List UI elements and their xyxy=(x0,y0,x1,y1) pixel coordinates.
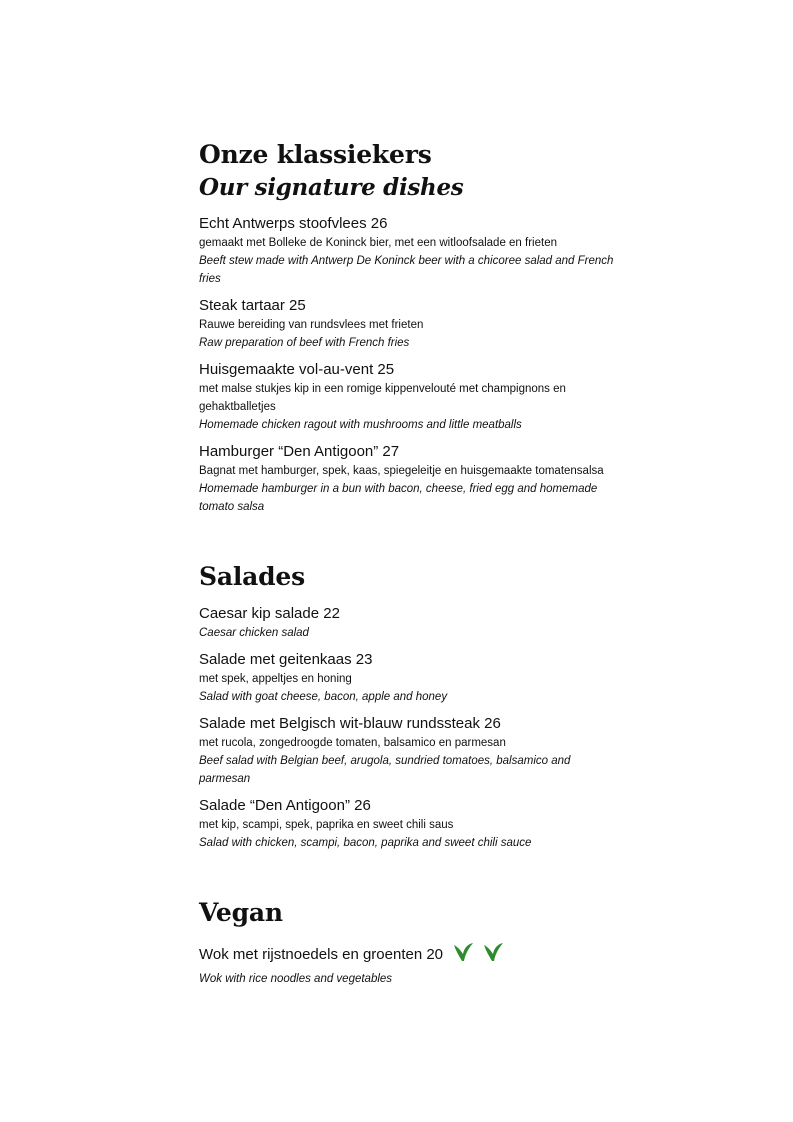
menu-item-title: Steak tartaar 25 xyxy=(199,297,306,314)
menu-items xyxy=(199,214,619,516)
section-title: Onze klassiekers xyxy=(199,140,432,169)
menu-item-description-english: Salad with chicken, scampi, bacon, paprika and sweet chili sauce xyxy=(199,837,532,849)
menu-page xyxy=(199,138,619,988)
menu-item-description: met kip, scampi, spek, paprika en sweet chili saus xyxy=(199,819,454,831)
menu-item-description-english: Homemade chicken ragout with mushrooms and little meatballs xyxy=(199,419,522,431)
menu-item xyxy=(199,214,619,288)
menu-item xyxy=(199,714,619,788)
menu-item xyxy=(199,360,619,434)
vegan-leaf-icon xyxy=(451,940,475,964)
menu-item-title: Wok met rijstnoedels en groenten 20 xyxy=(199,946,444,963)
menu-item xyxy=(199,796,619,852)
section-signature-dishes xyxy=(199,138,619,516)
menu-items xyxy=(199,604,619,852)
section-subtitle: Our signature dishes xyxy=(199,174,464,201)
menu-item-title: Salade met Belgisch wit-blauw rundssteak 26 xyxy=(199,715,501,732)
section-vegan xyxy=(199,896,619,988)
menu-item-description: gemaakt met Bolleke de Koninck bier, met een witloofsalade en frieten xyxy=(199,237,557,249)
section-salads xyxy=(199,560,619,852)
menu-item-title: Hamburger “Den Antigoon” 27 xyxy=(199,443,400,460)
menu-item-description-english: Caesar chicken salad xyxy=(199,627,309,639)
menu-item xyxy=(199,296,619,352)
menu-item xyxy=(199,604,619,642)
menu-item-description-english: Raw preparation of beef with French fries xyxy=(199,337,410,349)
menu-item xyxy=(199,442,619,516)
menu-item-description: met rucola, zongedroogde tomaten, balsamico en parmesan xyxy=(199,737,506,749)
menu-item-title: Salade met geitenkaas 23 xyxy=(199,651,373,668)
menu-item-description-english: Homemade hamburger in a bun with bacon, cheese, fried egg and homemade tomato salsa xyxy=(199,483,598,513)
vegan-icons xyxy=(451,940,507,970)
menu-item-description: Bagnat met hamburger, spek, kaas, spiegeleitje en huisgemaakte tomatensalsa xyxy=(199,465,604,477)
menu-item-description-english: Salad with goat cheese, bacon, apple and honey xyxy=(199,691,448,703)
menu-item-title: Caesar kip salade 22 xyxy=(199,605,340,622)
menu-item xyxy=(199,650,619,706)
menu-item-description-english: Beef salad with Belgian beef, arugola, sundried tomatoes, balsamico and parmesan xyxy=(199,755,571,785)
vegan-leaf-icon xyxy=(481,940,505,964)
menu-item-title: Echt Antwerps stoofvlees 26 xyxy=(199,215,388,232)
menu-item xyxy=(199,940,619,988)
section-title: Vegan xyxy=(199,898,283,927)
menu-items xyxy=(199,940,619,988)
menu-item-description: Rauwe bereiding van rundsvlees met frieten xyxy=(199,319,424,331)
menu-item-description: met malse stukjes kip in een romige kippenvelouté met champignons en gehaktballetjes xyxy=(199,383,566,413)
section-title: Salades xyxy=(199,562,306,591)
menu-item-title: Huisgemaakte vol-au-vent 25 xyxy=(199,361,395,378)
menu-item-description-english: Beeft stew made with Antwerp De Koninck beer with a chicoree salad and French fries xyxy=(199,255,614,285)
menu-item-title-row xyxy=(199,940,619,970)
menu-item-description: met spek, appeltjes en honing xyxy=(199,673,352,685)
menu-item-description-english: Wok with rice noodles and vegetables xyxy=(199,973,393,985)
menu-item-title: Salade “Den Antigoon” 26 xyxy=(199,797,371,814)
